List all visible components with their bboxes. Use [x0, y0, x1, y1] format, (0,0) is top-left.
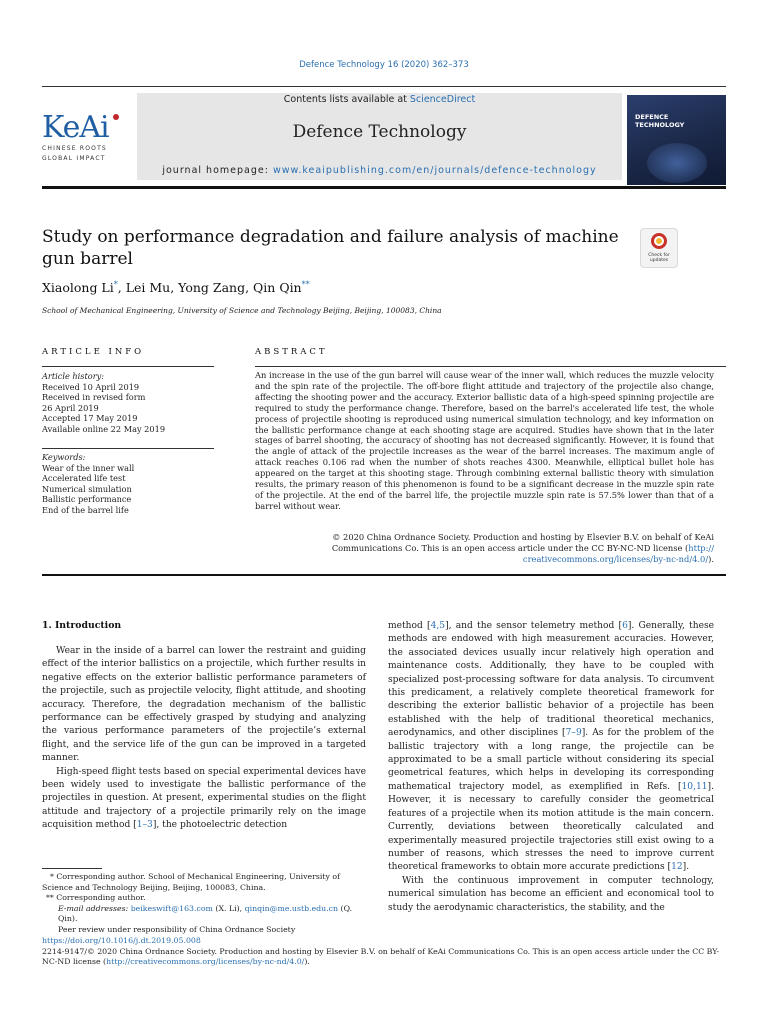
affiliation: School of Mechanical Engineering, University of Science and Technology Beijing, Beijing, 100083, China: [42, 306, 442, 315]
paragraph: method [4,5], and the sensor telemetry method [6]. Generally, these methods are endowed with high measurement accuracies. However, the associated devices usually incur relatively high operation and maintenance costs. Additionally, they have to be coupled with specialized post-processing software for data analysis. To circumvent this predicament, a relatively complete theoretical framework for describing the exterior ballistic behavior of a projectile has been established with the help of traditional theoretical mechanics, aerodynamics, and other disciplines [7–9]. As for the problem of the ballistic trajectory with a long range, the projectile can be approximated to be a small particle without considering its special geometrical features, which helps in developing its corresponding mathematical trajectory model, as exemplified in Refs. [10,11]. However, it is necessary to carefully consider the geometrical features of a projectile when its motion attitude is the main concern. Currently, deviations between theoretically calculated and experimentally measured projectile trajectories still exist owing to a number of reasons, which stresses the need to improve current theoretical frameworks to obtain more accurate predictions [12].: [388, 621, 714, 873]
footnotes: [42, 872, 366, 935]
footnote-peer-review: Peer review under responsibility of China Ordnance Society: [58, 924, 296, 934]
footnote-corresponding-2: ** Corresponding author.: [46, 893, 146, 902]
article-history: [42, 371, 214, 434]
citation-link[interactable]: 1–3: [136, 820, 153, 831]
keyword-item: End of the barrel life: [42, 504, 129, 515]
header-bottom-rule: [42, 186, 726, 189]
paragraph: With the continuous improvement in computer technology, numerical simulation has become an efficient and economical tool to study the aerodynamic characteristics, the stability, and the: [388, 875, 714, 913]
author-name[interactable]: Xiaolong Li: [42, 280, 114, 296]
abstract-bottom-rule: [42, 574, 726, 576]
body-column-right: [388, 620, 714, 915]
abstract-text: An increase in the use of the gun barrel will cause wear of the inner wall, which reduces the muzzle velocity and the spin rate of the projectile. The off-bore flight attitude and trajectory of the projectile also change, affecting the shooting power and the accuracy. Exterior ballistic data of a high-speed spinning projectile are required to study the performance change. Therefore, based on the barrel's accelerated life test, the whole process of projectile shooting is reproduced using numerical simulation technology, and key information on the ballistic performance change at each shooting stage are acquired. Studies have shown that in the later stages of barrel shooting, the accuracy of shooting has not decreased significantly. However, it is found that the angle of attack of the projectile increases as the wear of the barrel increases. The maximum angle of attack reaches 0.106 rad when the number of shots reaches 4300. Meanwhile, elliptical bullet hole has appeared on the target at this shooting stage. Through combining external ballistic theory with simulation results, the primary reason of this phenomenon is found to be a significant decrease in the muzzle spin rate of the projectile. At the end of the barrel life, the projectile muzzle spin rate is 57.5% lower than that of a barrel without wear.: [255, 370, 714, 511]
author-list: Xiaolong Li*, Lei Mu, Yong Zang, Qin Qin**: [42, 280, 310, 296]
citation-link[interactable]: 4,5: [430, 621, 446, 631]
history-item: Received in revised form: [42, 392, 146, 402]
keywords-list: [42, 452, 214, 515]
keyword-item: Ballistic performance: [42, 494, 132, 504]
keywords-label: Keywords:: [42, 452, 86, 462]
journal-cover-image[interactable]: [627, 95, 726, 185]
article-info-rule: [42, 366, 214, 367]
logo-tagline-2: GLOBAL IMPACT: [42, 155, 106, 162]
author-name[interactable]: Yong Zang: [178, 280, 246, 296]
keyword-item: Wear of the inner wall: [42, 462, 135, 473]
abstract-heading: ABSTRACT: [255, 347, 328, 357]
logo-dot-icon: [113, 114, 119, 120]
keywords-rule: [42, 448, 214, 449]
issn-license-line: 2214-9147/© 2020 China Ordnance Society. Production and hosting by Elsevier B.V. on behalf of KeAi Communications Co. This is an open access article under the CC BY-NC-ND license (http://creativecommons.org/licenses/by-nc-nd/4.0/).: [42, 946, 720, 966]
citation-link[interactable]: 12: [671, 862, 683, 873]
journal-reference-link[interactable]: Defence Technology 16 (2020) 362–373: [299, 60, 469, 70]
history-item: Accepted 17 May 2019: [42, 413, 138, 423]
license-link-continued[interactable]: creativecommons.org/licenses/by-nc-nd/4.0/: [522, 554, 709, 565]
homepage-link[interactable]: www.keaipublishing.com/en/journals/defence-technology: [272, 165, 597, 176]
contents-available: Contents lists available at ScienceDirect: [283, 94, 476, 105]
citation-link[interactable]: 7–9: [565, 728, 582, 739]
author-name[interactable]: Lei Mu: [125, 280, 171, 296]
history-label: Article history:: [42, 371, 104, 381]
keai-logo[interactable]: [42, 110, 132, 163]
doi-link[interactable]: https://doi.org/10.1016/j.dt.2019.05.008: [42, 936, 201, 945]
footnote-emails: E-mail addresses: beikeswift@163.com (X. Li), qinqin@me.ustb.edu.cn (Q. Qin).: [58, 903, 353, 923]
citation-link[interactable]: 10,11: [681, 781, 708, 792]
abstract-rule: [255, 366, 726, 367]
section-heading-introduction: 1. Introduction: [42, 620, 122, 631]
paragraph: High-speed flight tests based on special experimental devices have been widely used to investigate the ballistic performance of the projectiles in question. At present, experimental studies on the flight attitude and trajectory of a projectile primarily rely on the image acquisition method [1–3], the photoelectric detection: [42, 766, 366, 831]
cover-title: DEFENCE TECHNOLOGY: [635, 113, 685, 129]
logo-tagline-1: CHINESE ROOTS: [42, 145, 107, 152]
header-top-rule: [42, 86, 726, 87]
history-item: Available online 22 May 2019: [42, 423, 166, 434]
article-info-heading: ARTICLE INFO: [42, 347, 145, 357]
check-for-updates-button[interactable]: [640, 228, 678, 268]
abstract-copyright: © 2020 China Ordnance Society. Production and hosting by Elsevier B.V. on behalf of KeAi Communications Co. This is an open access article under the CC BY-NC-ND license (http:// creativecommons.org/licenses/by-nc-nd/4.0/).: [331, 532, 714, 565]
citation-link[interactable]: 6: [622, 621, 628, 631]
license-link-bottom[interactable]: http://creativecommons.org/licenses/by-nc-nd/4.0/: [106, 957, 305, 966]
history-item: Received 10 April 2019: [42, 381, 140, 392]
keai-logo-text: KeAi: [42, 113, 132, 143]
keyword-item: Accelerated life test: [42, 473, 126, 483]
check-updates-icon: [651, 233, 667, 249]
article-title: Study on performance degradation and failure analysis of machine gun barrel: [42, 227, 619, 269]
journal-name: Defence Technology: [292, 122, 467, 142]
sciencedirect-link[interactable]: ScienceDirect: [409, 94, 476, 105]
body-column-left: [42, 645, 366, 833]
footnote-rule: [42, 868, 102, 869]
corresponding-mark[interactable]: *: [113, 280, 118, 289]
cover-artwork: [647, 143, 707, 183]
journal-homepage: journal homepage: www.keaipublishing.com/en/journals/defence-technology: [162, 165, 597, 176]
paragraph: Wear in the inside of a barrel can lower the restraint and guiding effect of the interior ballistics on a projectile, which further results in negative effects on the exterior ballistic performance parameters of the projectile, such as projectile velocity, flight attitude, and shooting accuracy. Therefore, the degradation mechanism of the ballistic performance can be effectively grasped by studying and analyzing the various performance parameters of the projectile’s external flight, and the service life of the gun can be improved in a targeted manner.: [42, 646, 366, 764]
footnote-corresponding-1: * Corresponding author. School of Mechanical Engineering, University of Science and Technology Beijing, Beijing, 100083, China.: [42, 872, 340, 892]
keyword-item: Numerical simulation: [42, 483, 132, 494]
history-item: 26 April 2019: [42, 402, 99, 413]
check-updates-label: Check for updates: [648, 253, 670, 263]
email-link[interactable]: beikeswift@163.com: [130, 903, 213, 913]
author-name[interactable]: Qin Qin: [253, 280, 302, 296]
email-link[interactable]: qinqin@me.ustb.edu.cn: [244, 903, 339, 913]
license-link[interactable]: http://: [688, 543, 714, 554]
corresponding-mark[interactable]: **: [301, 280, 310, 289]
bottom-matter: [42, 936, 726, 968]
